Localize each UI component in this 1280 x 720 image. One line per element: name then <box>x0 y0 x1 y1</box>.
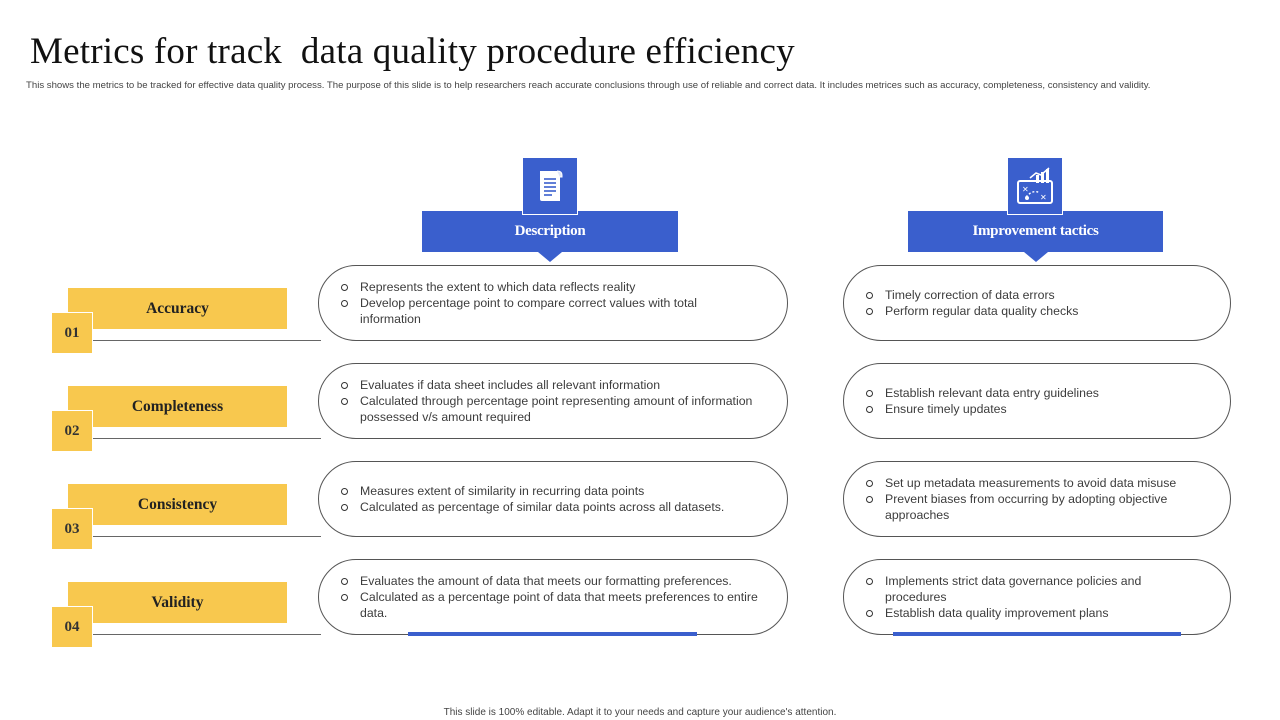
description-box-completeness <box>318 363 788 439</box>
description-bullet: Calculated as a percentage point of data that meets preferences to entire data. <box>341 589 761 621</box>
metric-name: Consistency <box>68 484 287 525</box>
page-title: Metrics for track data quality procedure efficiency <box>30 31 795 72</box>
description-box-validity <box>318 559 788 635</box>
description-box-accuracy <box>318 265 788 341</box>
description-bullet: Calculated as percentage of similar data points across all datasets. <box>341 499 724 515</box>
tactic-bullet: Establish data quality improvement plans <box>866 605 1204 621</box>
strategy-chart-icon <box>1007 157 1063 215</box>
metric-connector-line <box>93 634 321 635</box>
tactics-box-validity <box>843 559 1231 635</box>
svg-text:✕: ✕ <box>1040 193 1047 202</box>
tactics-header <box>908 211 1163 252</box>
metric-number: 02 <box>52 410 93 451</box>
tactic-bullet: Timely correction of data errors <box>866 287 1078 303</box>
metric-number: 04 <box>52 606 93 647</box>
tactics-header-pointer <box>1024 252 1048 262</box>
tactics-box-consistency <box>843 461 1231 537</box>
description-header-label: Description <box>514 223 586 239</box>
metric-name: Accuracy <box>68 288 287 329</box>
tactic-bullet: Ensure timely updates <box>866 401 1099 417</box>
tactics-box-completeness <box>843 363 1231 439</box>
description-bullet: Evaluates the amount of data that meets our formatting preferences. <box>341 573 761 589</box>
metric-name: Completeness <box>68 386 287 427</box>
metric-connector-line <box>93 438 321 439</box>
tactic-bullet: Set up metadata measurements to avoid data misuse <box>866 475 1204 491</box>
description-bullet: Evaluates if data sheet includes all relevant information <box>341 377 761 393</box>
metric-row-validity <box>52 582 322 646</box>
description-bullet: Develop percentage point to compare correct values with total information <box>341 295 761 327</box>
metric-row-consistency <box>52 484 322 548</box>
tactic-bullet: Perform regular data quality checks <box>866 303 1078 319</box>
metric-name: Validity <box>68 582 287 623</box>
tactics-accent-bar <box>893 632 1181 636</box>
metric-number: 01 <box>52 312 93 353</box>
metric-connector-line <box>93 340 321 341</box>
tactic-bullet: Implements strict data governance policies and procedures <box>866 573 1204 605</box>
description-bullet: Calculated through percentage point representing amount of information possessed v/s amount required <box>341 393 761 425</box>
tactic-bullet: Prevent biases from occurring by adopting objective approaches <box>866 491 1204 523</box>
description-box-consistency <box>318 461 788 537</box>
description-bullet: Measures extent of similarity in recurring data points <box>341 483 724 499</box>
metric-number: 03 <box>52 508 93 549</box>
metric-row-accuracy <box>52 288 322 352</box>
description-accent-bar <box>408 632 697 636</box>
description-header <box>422 211 678 252</box>
tactics-box-accuracy <box>843 265 1231 341</box>
description-header-pointer <box>538 252 562 262</box>
svg-text:✕: ✕ <box>1022 185 1029 194</box>
footer-note: This slide is 100% editable. Adapt it to your needs and capture your audience's attention. <box>443 707 837 718</box>
metric-row-completeness <box>52 386 322 450</box>
tactic-bullet: Establish relevant data entry guidelines <box>866 385 1099 401</box>
metric-connector-line <box>93 536 321 537</box>
page-subtitle: This shows the metrics to be tracked for effective data quality process. The purpose of this slide is to help researchers reach accurate conclusions through use of reliable and correct data. It includes metrices such as accuracy, completeness, consistency and validity. <box>26 80 1151 91</box>
description-bullet: Represents the extent to which data reflects reality <box>341 279 761 295</box>
document-icon <box>522 157 578 215</box>
tactics-header-label: Improvement tactics <box>972 223 1099 239</box>
